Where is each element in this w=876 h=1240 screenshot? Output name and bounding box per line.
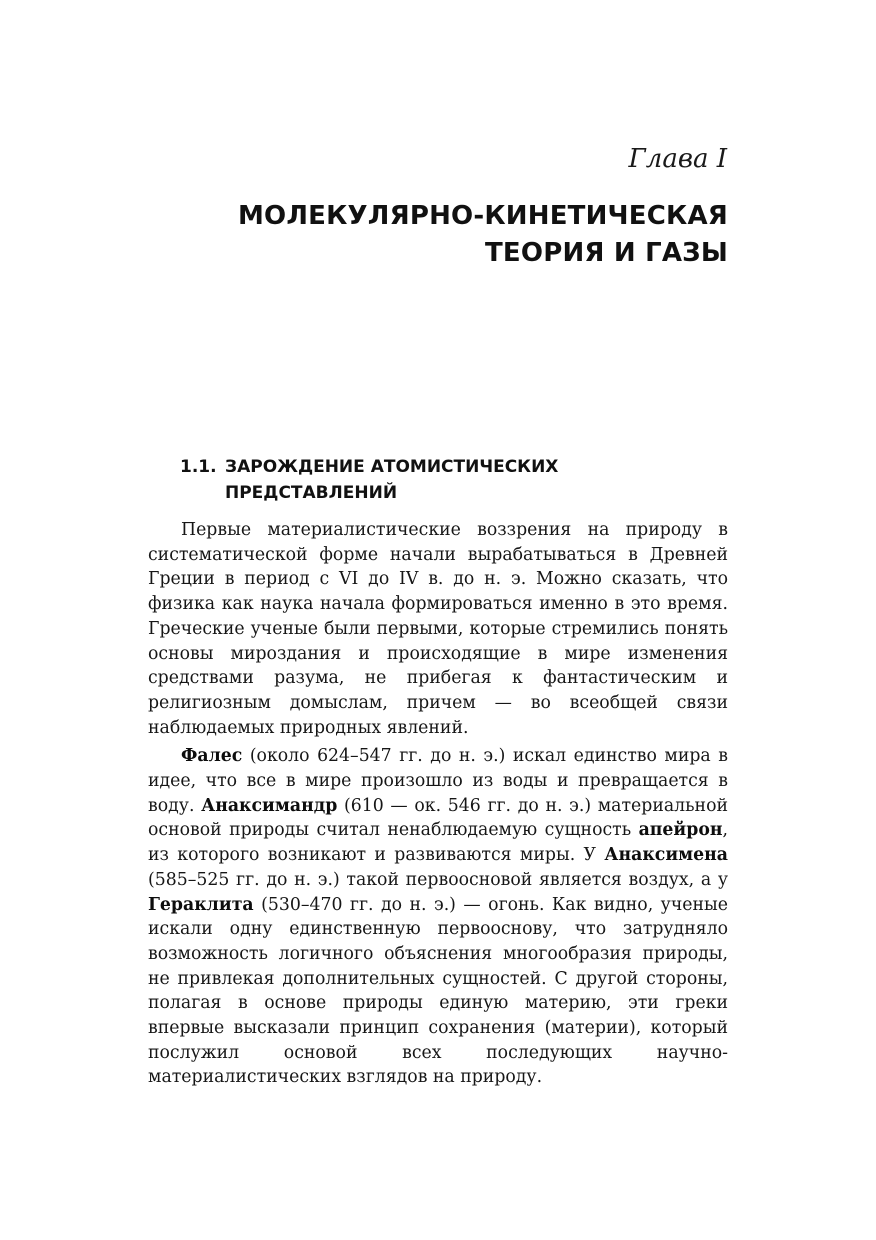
name-heraclitus: Гераклита bbox=[148, 894, 254, 915]
name-anaximenes: Анаксимена bbox=[604, 845, 728, 866]
chapter-label: Глава I bbox=[628, 144, 727, 174]
paragraph-2-text-4: (585–525 гг. до н. э.) такой первоосновой является воздух, а у bbox=[148, 869, 728, 890]
paragraph-2-text-5: (530–470 гг. до н. э.) — огонь. Как видно, ученые искали одну единственную первооснову, что затрудняло возможность логичного объяснения многообразия природы, не привлекая дополнительных сущностей. С другой стороны, полагая в основе природы единую материю, эти греки впервые высказали принцип сохранения (материи), который послужил основой всех последующих научно-материалистических взглядов на природу. bbox=[148, 894, 728, 1088]
section-title-line-1: ЗАРОЖДЕНИЕ АТОМИСТИЧЕСКИХ bbox=[225, 457, 559, 477]
section-title-line-2: ПРЕДСТАВЛЕНИЙ bbox=[225, 483, 398, 503]
chapter-title bbox=[0, 198, 728, 272]
body-text bbox=[148, 518, 728, 1090]
chapter-title-line-1: МОЛЕКУЛЯРНО-КИНЕТИЧЕСКАЯ bbox=[237, 201, 728, 231]
chapter-title-line-2: ТЕОРИЯ И ГАЗЫ bbox=[485, 238, 728, 268]
name-anaximander: Анаксимандр bbox=[201, 795, 338, 816]
paragraph-2-text-3: , из которого возникают и развиваются миры. У bbox=[148, 820, 728, 866]
section-heading bbox=[180, 454, 728, 506]
paragraph-2-text-1: (около 624–547 гг. до н. э.) искал единство мира в идее, что все в мире произошло из воды и превращается в воду. bbox=[148, 746, 728, 816]
section-number: 1.1. bbox=[180, 457, 217, 477]
paragraph-1: Первые материалистические воззрения на природу в систематической форме начали вырабатываться в Древней Греции в период с VI до IV в. до н. э. Можно сказать, что физика как наука начала формироваться именно в это время. Греческие ученые были первыми, которые стремились понять основы мироздания и происходящие в мире изменения средствами разума, не прибегая к фантастическим и религиозным домыслам, причем — во всеобщей связи наблюдаемых природных явлений. bbox=[148, 520, 728, 738]
paragraph-2 bbox=[148, 744, 728, 1090]
name-thales: Фалес bbox=[181, 746, 243, 767]
paragraph-2-text-2: (610 — ок. 546 гг. до н. э.) материальной основой природы считал ненаблюдаемую сущность bbox=[148, 795, 728, 841]
term-apeiron: апейрон bbox=[638, 820, 723, 841]
